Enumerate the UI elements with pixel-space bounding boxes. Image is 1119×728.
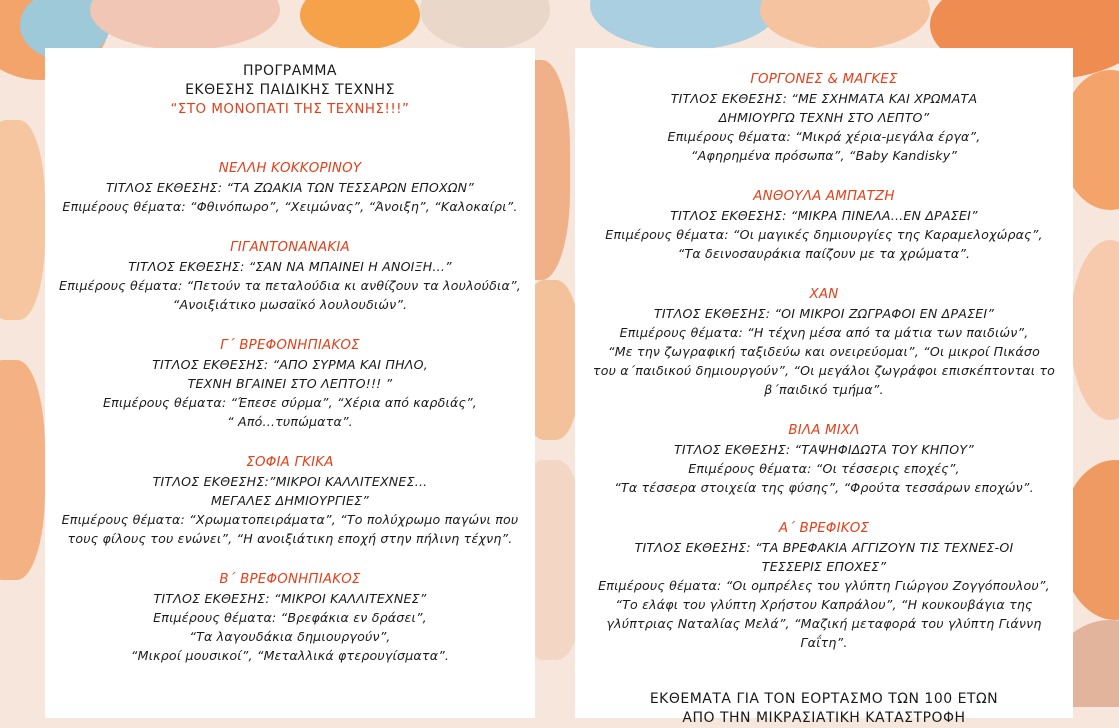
section-line: “Τα λαγουδάκια δημιουργούν”, <box>189 629 391 644</box>
right-program-panel <box>575 48 1073 726</box>
section-line: ΤΙΤΛΟΣ ΕΚΘΕΣΗΣ: “ΜΙΚΡΑ ΠΙΝΕΛΑ...ΕΝ ΔΡΑΣΕΙ” <box>670 208 978 223</box>
decor-blob <box>760 0 930 50</box>
section-line: ΤΙΤΛΟΣ ΕΚΘΕΣΗΣ: “ΜΕ ΣΧΗΜΑΤΑ ΚΑΙ ΧΡΩΜΑΤΑ <box>670 91 978 106</box>
decor-blob <box>300 0 420 50</box>
section-line: Επιμέρους θέματα: “Χρωματοπειράματα”, “Το πολύχρωμο παγώνι που <box>61 512 519 527</box>
decor-blob <box>420 0 550 50</box>
footer-line: ΕΚΘΕΜΑΤΑ ΓΙΑ ΤΟΝ ΕΟΡΤΑΣΜΟ ΤΩΝ 100 ΕΤΩΝ <box>649 691 999 707</box>
exhibition-motto: “ΣΤΟ ΜΟΝΟΠΑΤΙ ΤΗΣ ΤΕΧΝΗΣ!!!” <box>170 102 410 117</box>
section-ampatzi <box>575 187 1073 263</box>
section-line: ΤΙΤΛΟΣ ΕΚΘΕΣΗΣ: “ΤΑΨΗΦΙΔΩΤΑ ΤΟΥ ΚΗΠΟΥ” <box>674 442 974 457</box>
section-v-vrefonipiakos <box>45 570 535 665</box>
class-name: ΧΑΝ <box>809 287 839 302</box>
section-line: Επιμέρους θέματα: “Οι μαγικές δημιουργίες της Καραμελοχώρας”, <box>605 227 1043 242</box>
section-kokkorinou <box>45 159 535 216</box>
section-line: ΤΕΣΣΕΡΙΣ ΕΠΟΧΕΣ” <box>761 559 887 574</box>
class-name: Γ΄ ΒΡΕΦΟΝΗΠΙΑΚΟΣ <box>220 338 360 353</box>
section-line: “Αφηρημένα πρόσωπα”, “Baby Kandisky” <box>690 148 958 163</box>
section-gorgones-magkes <box>575 70 1073 165</box>
section-line: Επιμέρους θέματα: “Βρεφάκια εν δράσει”, <box>153 610 427 625</box>
section-line: ΤΙΤΛΟΣ ΕΚΘΕΣΗΣ: “ΜΙΚΡΟΙ ΚΑΛΛΙΤΕΧΝΕΣ” <box>153 591 427 606</box>
section-line: “Τα δεινοσαυράκια παίζουν με τα χρώματα”. <box>677 246 971 261</box>
class-name: ΑΝΘΟΥΛΑ ΑΜΠΑΤΖΗ <box>753 189 895 204</box>
section-line: γλύπτριας Ναταλίας Μελά”, “Μαζική μεταφορά του γλύπτη Γιάννη <box>606 616 1042 631</box>
section-gigantonanakia <box>45 238 535 314</box>
decor-blob <box>590 0 780 50</box>
section-line: Επιμέρους θέματα: “Έπεσε σύρμα”, “Χέρια από καρδιάς”, <box>102 395 478 410</box>
section-gkika <box>45 453 535 548</box>
section-line: ΤΕΧΝΗ ΒΓΑΙΝΕΙ ΣΤΟ ΛΕΠΤΟ!!! ” <box>187 376 393 391</box>
section-line: ΤΙΤΛΟΣ ΕΚΘΕΣΗΣ: “ΑΠΟ ΣΥΡΜΑ ΚΑΙ ΠΗΛΟ, <box>152 357 428 372</box>
decor-blob <box>0 360 45 580</box>
section-line: ΤΙΤΛΟΣ ΕΚΘΕΣΗΣ: “ΤΑ ΒΡΕΦΑΚΙΑ ΑΓΓΙΖΟΥΝ ΤΙΣ ΤΕΧΝΕΣ-ΟΙ <box>634 540 1014 555</box>
class-name: Β΄ ΒΡΕΦΟΝΗΠΙΑΚΟΣ <box>219 572 361 587</box>
section-line: Επιμέρους θέματα: “Φθινόπωρο”, “Χειμώνας”, “Άνοιξη”, “Καλοκαίρι”. <box>62 199 518 214</box>
program-heading: ΠΡΟΓΡΑΜΜΑ <box>242 63 338 79</box>
program-subheading: ΕΚΘΕΣΗΣ ΠΑΙΔΙΚΗΣ ΤΕΧΝΗΣ <box>185 82 395 98</box>
section-vila-mixl <box>575 421 1073 497</box>
section-line: Επιμέρους θέματα: “Μικρά χέρια-μεγάλα έργα”, <box>667 129 981 144</box>
section-line: Επιμέρους θέματα: “Οι τέσσερις εποχές”, <box>688 461 960 476</box>
section-line: ΤΙΤΛΟΣ ΕΚΘΕΣΗΣ: “ΟΙ ΜΙΚΡΟΙ ΖΩΓΡΑΦΟΙ ΕΝ ΔΡΑΣΕΙ” <box>653 306 995 321</box>
section-line: του α΄παιδικού δημιουργούν”, “Οι μεγάλοι ζωγράφοι επισκέπτονται το <box>592 363 1056 378</box>
section-line: ΤΙΤΛΟΣ ΕΚΘΕΣΗΣ: “ΤΑ ΖΩΑΚΙΑ ΤΩΝ ΤΕΣΣΑΡΩΝ ΕΠΟΧΩΝ” <box>105 180 475 195</box>
class-name: ΓΙΓΑΝΤΟΝΑΝΑΚΙΑ <box>230 240 350 255</box>
section-line: “Ανοιξιάτικο μωσαϊκό λουλουδιών”. <box>172 297 408 312</box>
section-line: Επιμέρους θέματα: “Η τέχνη μέσα από τα μάτια των παιδιών”, <box>619 325 1029 340</box>
class-name: ΒΙΛΑ ΜΙΧΛ <box>788 423 860 438</box>
section-line: β΄παιδικό τμήμα”. <box>764 382 884 397</box>
footer-line: ΑΠΟ ΤΗΝ ΜΙΚΡΑΣΙΑΤΙΚΗ ΚΑΤΑΣΤΡΟΦΗ <box>682 710 966 726</box>
section-line: Γαΐτη”. <box>800 635 848 650</box>
section-line: “Μικροί μουσικοί”, “Μεταλλικά φτερουγίσματα”. <box>130 648 450 663</box>
anniversary-footer <box>575 690 1073 728</box>
section-line: Επιμέρους θέματα: “Οι ομπρέλες του γλύπτη Γιώργου Ζογγόπουλου”, <box>598 578 1050 593</box>
section-line: “Το ελάφι του γλύπτη Χρήστου Καπράλου”, “Η κουκουβάγια της <box>615 597 1033 612</box>
section-line: Επιμέρους θέματα: “Πετούν τα πεταλούδια κι ανθίζουν τα λουλούδια”, <box>59 278 521 293</box>
section-line: ΤΙΤΛΟΣ ΕΚΘΕΣΗΣ:”ΜΙΚΡΟΙ ΚΑΛΛΙΤΕΧΝΕΣ... <box>152 474 428 489</box>
decor-blob <box>90 0 280 50</box>
section-g-vrefonipiakos <box>45 336 535 431</box>
section-line: τους φίλους του ενώνει”, “Η ανοιξιάτικη εποχή στην πήλινη τέχνη”. <box>67 531 513 546</box>
left-program-panel <box>45 48 535 718</box>
section-line: ΔΗΜΙΟΥΡΓΩ ΤΕΧΝΗ ΣΤΟ ΛΕΠΤΟ” <box>718 110 930 125</box>
section-xan <box>575 285 1073 399</box>
section-line: ΤΙΤΛΟΣ ΕΚΘΕΣΗΣ: “ΣΑΝ ΝΑ ΜΠΑΙΝΕΙ Η ΑΝΟΙΞΗ...” <box>128 259 452 274</box>
class-name: ΣΟΦΙΑ ΓΚΙΚΑ <box>246 455 334 470</box>
class-name: Α΄ ΒΡΕΦΙΚΟΣ <box>778 521 870 536</box>
decor-blob <box>1070 240 1119 420</box>
section-line: “ Από...τυπώματα”. <box>227 414 353 429</box>
section-line: “Με την ζωγραφική ταξιδεύω και ονειρεύομαι”, “Οι μικροί Πικάσο <box>607 344 1041 359</box>
class-name: ΝΕΛΛΗ ΚΟΚΚΟΡΙΝΟΥ <box>218 161 362 176</box>
class-name: ΓΟΡΓΟΝΕΣ & ΜΑΓΚΕΣ <box>750 72 898 87</box>
decor-blob <box>0 120 45 320</box>
section-line: “Τα τέσσερα στοιχεία της φύσης”, “Φρούτα τεσσάρων εποχών”. <box>614 480 1034 495</box>
section-line: ΜΕΓΑΛΕΣ ΔΗΜΙΟΥΡΓΙΕΣ” <box>210 493 370 508</box>
section-a-vrefikos <box>575 519 1073 652</box>
